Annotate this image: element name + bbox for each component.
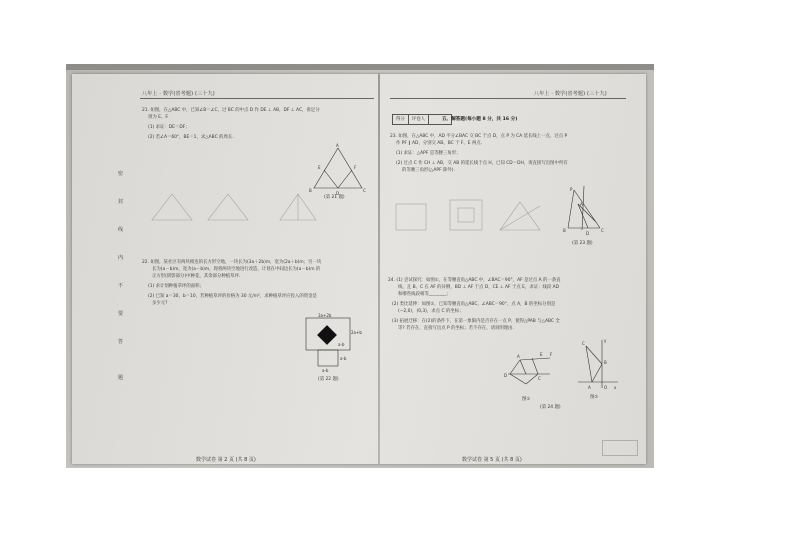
side-char: 内 bbox=[118, 255, 124, 261]
q24-figure-2 bbox=[574, 336, 620, 394]
q21-line: (2) 若∠A＝60°，BE＝1，求△ABC 的周长. bbox=[148, 135, 234, 140]
q24-line: (3) 拓展迁移：在(2)的条件下，在第一象限内是否存在一点 P，使得△PAB 与△ABC 全 bbox=[392, 319, 560, 324]
bleed-through-box bbox=[602, 440, 638, 456]
svg-text:B: B bbox=[604, 360, 607, 365]
q24-line: 线，且 B、C 在 AF 的异侧，BD ⊥ AF 于点 D，CE ⊥ AF 于点 E，求证：线段 AD bbox=[398, 285, 560, 290]
q24-line: (2) 类比延伸：如图②，已知等腰直角△ABC，∠ABC＝90°，点 A，B 的坐标分别是 bbox=[392, 302, 556, 307]
side-char: 封 bbox=[118, 199, 124, 205]
q23-caption: (第 23 题) bbox=[572, 241, 593, 246]
left-page-footer: 数学试卷 第 2 页 (共 8 页) bbox=[196, 457, 256, 463]
svg-text:E: E bbox=[318, 165, 321, 170]
bleed-through-figures-left bbox=[148, 190, 348, 224]
svg-text:C: C bbox=[538, 376, 541, 381]
section-title: 五、解答题(每小题 8 分，共 16 分) bbox=[442, 117, 518, 122]
q24-fig2-label: 图② bbox=[590, 395, 599, 400]
bleed-through-figures-right bbox=[390, 192, 550, 240]
q24-caption: (第 24 题) bbox=[540, 405, 561, 410]
photo-top-edge bbox=[66, 64, 654, 70]
right-page-header: 八年上 · 数学(省考题) (三十九) bbox=[534, 91, 607, 97]
side-char: 答 bbox=[118, 339, 124, 345]
q23-line: 作 PF ∥ AD，分别交 AB、BC 于 F、E 两点. bbox=[396, 141, 483, 146]
q24-figure-1 bbox=[504, 344, 556, 394]
q21-line: 别为 E、F. bbox=[148, 115, 169, 120]
q23-figure bbox=[560, 184, 610, 242]
q22-label-center: a-b bbox=[340, 356, 347, 361]
q21-caption: (第 21 题) bbox=[324, 195, 345, 200]
center-fold bbox=[378, 74, 380, 464]
side-char: 密 bbox=[118, 171, 124, 177]
grader-box-label: 评卷人 bbox=[409, 115, 429, 124]
svg-text:B: B bbox=[563, 228, 566, 233]
svg-text:D: D bbox=[336, 191, 340, 196]
svg-text:C: C bbox=[363, 188, 366, 193]
q24-fig1-label: 图① bbox=[522, 397, 531, 402]
svg-text:C: C bbox=[582, 341, 585, 346]
svg-text:x: x bbox=[614, 385, 617, 390]
q22-line: 正方形(阴影部分)中种花，其余部分种植草坪. bbox=[152, 274, 241, 279]
q23-line: (1) 求证：△APF 是等腰三角形； bbox=[396, 151, 461, 156]
right-header-rule bbox=[390, 98, 626, 99]
q22-label-inner: a-b bbox=[338, 342, 345, 347]
right-page-footer: 数学试卷 第 5 页 (共 8 页) bbox=[462, 457, 522, 463]
side-char: 不 bbox=[118, 283, 124, 289]
q24-line: 24. (1) 尝试探究：如图①，在等腰直角△ABC 中，∠BAC＝90°，AF 是过点 A 的一条直 bbox=[388, 278, 561, 283]
svg-text:F: F bbox=[550, 352, 553, 357]
side-char: 线 bbox=[118, 227, 124, 233]
q24-line: (−2,0)，(0,3)，求点 C 的坐标； bbox=[398, 309, 464, 314]
q24-line: 和哪些线段相等________； bbox=[398, 292, 451, 297]
side-char: 题 bbox=[118, 375, 124, 381]
q22-label-right: 2a+b bbox=[351, 330, 362, 335]
svg-text:D: D bbox=[586, 231, 590, 236]
q22-line: 多少元? bbox=[152, 301, 168, 306]
score-box-label: 得分 bbox=[393, 115, 409, 124]
q22-line: (2) 已知 a＝30，b＝10，若种植草坪的价格为 30 元/m²，求种植草坪应投入的资金是 bbox=[148, 294, 317, 299]
svg-text:y: y bbox=[604, 338, 607, 343]
q24-line: 等? 若存在，直接写出点 P 的坐标；若不存在，请说明理由. bbox=[398, 326, 514, 331]
q21-line: (1) 求证：DE＝DF； bbox=[148, 125, 190, 130]
svg-text:C: C bbox=[601, 228, 604, 233]
q21-line: 21. 如图，在△ABC 中，已知∠B＝∠C，过 BC 的中点 D 作 DE ⊥ AB，DF ⊥ AC，垂足分 bbox=[142, 108, 320, 113]
svg-text:A: A bbox=[580, 202, 583, 207]
exam-sheet bbox=[72, 74, 646, 464]
svg-text:F: F bbox=[354, 165, 357, 170]
q22-land-figure bbox=[300, 312, 364, 380]
q22-line: (1) 求计划种植草坪的面积； bbox=[148, 284, 204, 289]
svg-text:B: B bbox=[309, 188, 312, 193]
svg-text:A: A bbox=[588, 385, 591, 390]
svg-text:A: A bbox=[517, 354, 520, 359]
q22-label-top: 3a+2b bbox=[318, 313, 332, 318]
svg-text:E: E bbox=[540, 352, 543, 357]
q23-line: 的等腰三角形(△APF 除外). bbox=[402, 168, 455, 173]
side-char: 要 bbox=[118, 311, 124, 317]
svg-text:A: A bbox=[336, 143, 339, 148]
left-header-rule bbox=[140, 98, 374, 99]
q23-line: 23. 如图，在△ABC 中，AD 平分∠BAC 交 BC 于点 D，点 P 为 CA 延长线上一点，过点 P bbox=[390, 134, 568, 139]
q22-line: 长为(a－b)m，宽为(a－b)m，现将两块空地进行改造，计划在中间边长为(a－b)m 的 bbox=[152, 267, 321, 272]
svg-text:O: O bbox=[604, 385, 608, 390]
q22-caption: (第 22 题) bbox=[318, 377, 339, 382]
q22-line: 22. 如图，某社区有两块相连的长方形空地，一块长为(3a＋2b)m，宽为(2a＋b)m；另一块 bbox=[142, 260, 322, 265]
q23-line: (2) 过点 C 作 CH ⊥ AB，交 AB 的延长线于点 H，已知 CD＝DH，请直接写出图中所有 bbox=[396, 161, 568, 166]
svg-text:P: P bbox=[570, 187, 573, 192]
photo-background bbox=[66, 64, 654, 468]
left-page-header: 八年上 · 数学(省考题) (三十九) bbox=[142, 91, 215, 97]
svg-text:D: D bbox=[504, 373, 508, 378]
q22-label-bottom: a-b bbox=[322, 368, 329, 373]
